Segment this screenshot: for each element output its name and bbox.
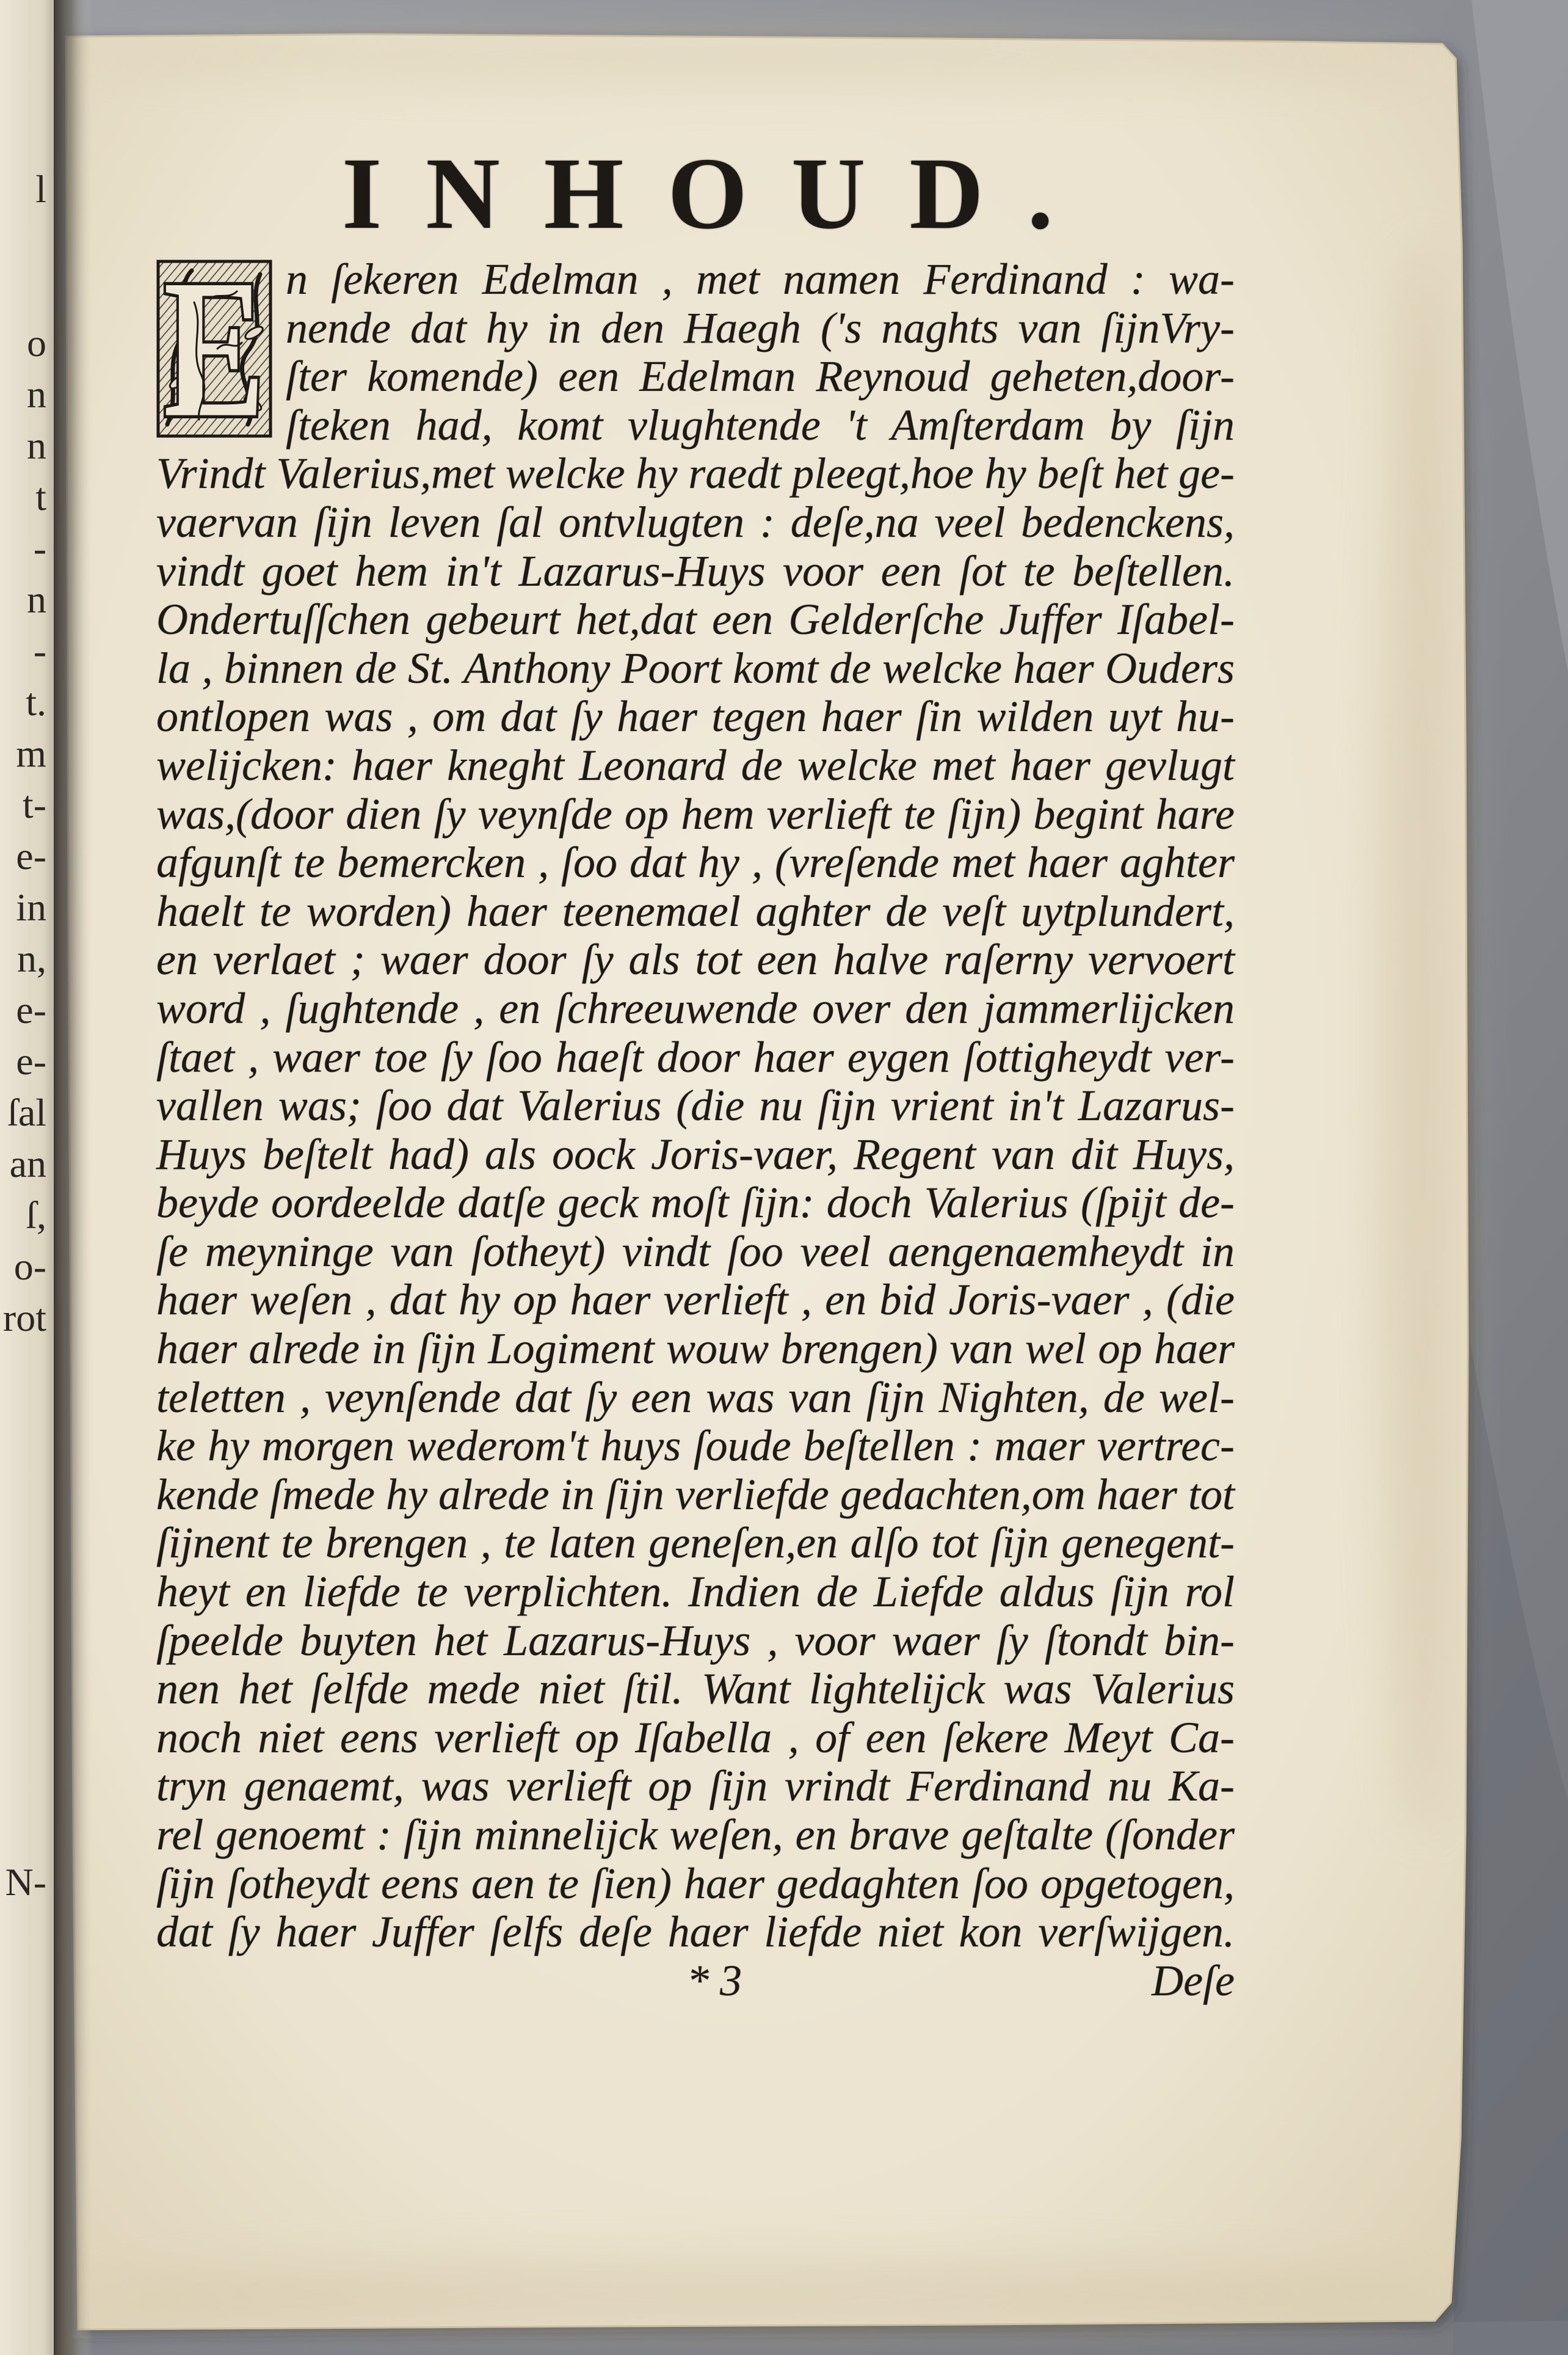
text-line: ſter komende) een Edelman Reynoud geheten,door- (286, 352, 1235, 401)
text-line: ontlopen was , om dat ſy haer tegen haer ſin wilden uyt hu- (156, 692, 1235, 741)
text-line: nende dat hy in den Haegh ('s naghts van ſijnVry- (286, 303, 1235, 352)
text-line: noch niet eens verlieft op Iſabella , of een ſekere Meyt Ca- (156, 1713, 1235, 1762)
facing-page-fragment (0, 266, 49, 318)
text-line: tryn genaemt, was verlieft op ſijn vrindt Ferdinand nu Ka- (156, 1761, 1235, 1811)
facing-page-fragment (0, 1344, 49, 1395)
facing-page-fragment (0, 1805, 49, 1857)
text-line: la , binnen de St. Anthony Poort komt de welcke haer Ouders (156, 643, 1235, 693)
text-line: rel genoemt : ſijn minnelijck weſen, en brave geſtalte (ſonder (156, 1810, 1235, 1859)
facing-page-fragment: n (27, 424, 46, 467)
facing-page-fragment: ſal (7, 1091, 46, 1134)
facing-page-fragment (0, 1754, 49, 1805)
facing-page-fragment: t (35, 475, 46, 519)
facing-page-fragment: e- (16, 988, 46, 1032)
facing-page-fragment: t- (22, 783, 46, 826)
text-line: kende ſmede hy alrede in ſijn verliefde gedachten,om haer tot (156, 1469, 1235, 1519)
facing-page-fragment (0, 1446, 49, 1498)
facing-page-fragment: n (27, 578, 46, 621)
text-line: haelt te worden) haer teenemael aghter de veſt uytplundert, (156, 886, 1235, 936)
text-line: en verlaet ; waer door ſy als tot een halve raſerny vervoert (156, 935, 1235, 985)
text-line: heyt en liefde te verplichten. Indien de Liefde aldus ſijn rol (156, 1567, 1235, 1617)
facing-page-fragment (0, 1600, 49, 1651)
contents-text (156, 255, 1235, 1957)
facing-page-fragment: n (27, 373, 46, 416)
catchword: Deſe (1152, 1956, 1235, 2005)
text-line: ſe meyninge van ſotheyt) vindt ſoo veel aengenaemheydt in (156, 1226, 1235, 1276)
facing-page-fragment (0, 1395, 49, 1446)
page-footer (156, 1957, 1235, 2006)
text-line: n ſekeren Edelman , met namen Ferdinand : wa- (286, 255, 1235, 304)
facing-page-fragment: o- (13, 1245, 46, 1288)
text-line: vallen was; ſoo dat Valerius (die nu ſijn vrient in't Lazarus- (156, 1081, 1235, 1130)
facing-page-fragment: rot (2, 1296, 46, 1339)
page-title: INHOUD. (342, 137, 1097, 250)
facing-page-fragment (0, 1498, 49, 1549)
text-line: vaervan ſijn leven ſal ontvlugten : deſe,na veel bedenckens, (156, 497, 1235, 547)
text-line: afgunſt te bemercken , ſoo dat hy , (vreſende met haer aghter (156, 838, 1235, 887)
text-line: Huys beſtelt had) als oock Joris-vaer, Regent van dit Huys, (156, 1129, 1235, 1179)
text-line: was,(door dien ſy veynſde op hem verlieft te ſijn) begint hare (156, 789, 1235, 839)
text-line: Ondertuſſchen gebeurt het,dat een Gelderſche Juffer Iſabel- (156, 595, 1235, 644)
drop-cap-letter: E (163, 260, 266, 438)
facing-page-fragment (0, 215, 49, 266)
text-line: Vrindt Valerius,met welcke hy raedt pleegt,hoe hy beſt het ge- (156, 449, 1235, 498)
text-line: vindt goet hem in't Lazarus-Huys voor een ſot te beſtellen. (156, 546, 1235, 595)
text-line: haer weſen , dat hy op haer verlieft , en bid Joris-vaer , (die (156, 1275, 1235, 1325)
facing-page-fragment: l (35, 167, 46, 211)
text-line: ke hy morgen wederom't huys ſoude beſtellen : maer vertrec- (156, 1421, 1235, 1471)
facing-page-fragment (0, 1703, 49, 1754)
facing-page-fragment: n, (17, 937, 46, 980)
text-line: ſijnent te brengen , te laten geneſen,en alſo tot ſijn genegent- (156, 1518, 1235, 1568)
facing-page-fragment: in (16, 886, 46, 929)
text-line: nen het ſelfde mede niet ſtil. Want lightelijck was Valerius (156, 1664, 1235, 1714)
text-line: dat ſy haer Juffer ſelfs deſe haer liefde niet kon verſwijgen. (156, 1907, 1235, 1957)
text-line: welijcken: haer kneght Leonard de welcke met haer gevlugt (156, 740, 1235, 790)
text-line: ſtaet , waer toe ſy ſoo haeſt door haer eygen ſottigheydt ver- (156, 1032, 1235, 1082)
facing-page-fragment (0, 1549, 49, 1600)
text-line: haer alrede in ſijn Logiment wouw brengen) van wel op haer (156, 1324, 1235, 1374)
facing-page-fragment (0, 1651, 49, 1703)
text-line: beyde oordeelde datſe geck moſt ſijn: doch Valerius (ſpijt de- (156, 1178, 1235, 1228)
facing-page-fragment: o (27, 321, 46, 365)
facing-page-fragment: ſ, (26, 1193, 46, 1237)
facing-page-fragment: - (33, 629, 46, 672)
facing-page-fragment: t. (26, 680, 46, 724)
facing-page-fragment: N- (5, 1860, 46, 1904)
text-line: ſijn ſotheydt eens aen te ſien) haer gedaghten ſoo opgetogen, (156, 1858, 1235, 1908)
facing-page-fragment: e- (16, 834, 46, 878)
text-line: teletten , veynſende dat ſy een was van ſijn Nighten, de wel- (156, 1372, 1235, 1422)
facing-page-fragment (0, 112, 49, 164)
text-line: word , ſughtende , en ſchreeuwende over den jammerlijcken (156, 983, 1235, 1033)
facing-page-fragment: - (33, 526, 46, 570)
facing-page-edge (0, 112, 49, 1908)
facing-page-fragment: m (16, 732, 46, 775)
facing-page-fragment: e- (16, 1039, 46, 1083)
facing-page-fragment: an (9, 1142, 46, 1185)
text-line: ſteken had, komt vlughtende 't Amſterdam by ſijn (286, 400, 1235, 450)
signature-mark: * 3 (687, 1956, 742, 2005)
text-line: ſpeelde buyten het Lazarus-Huys , voor waer ſy ſtondt bin- (156, 1615, 1235, 1665)
